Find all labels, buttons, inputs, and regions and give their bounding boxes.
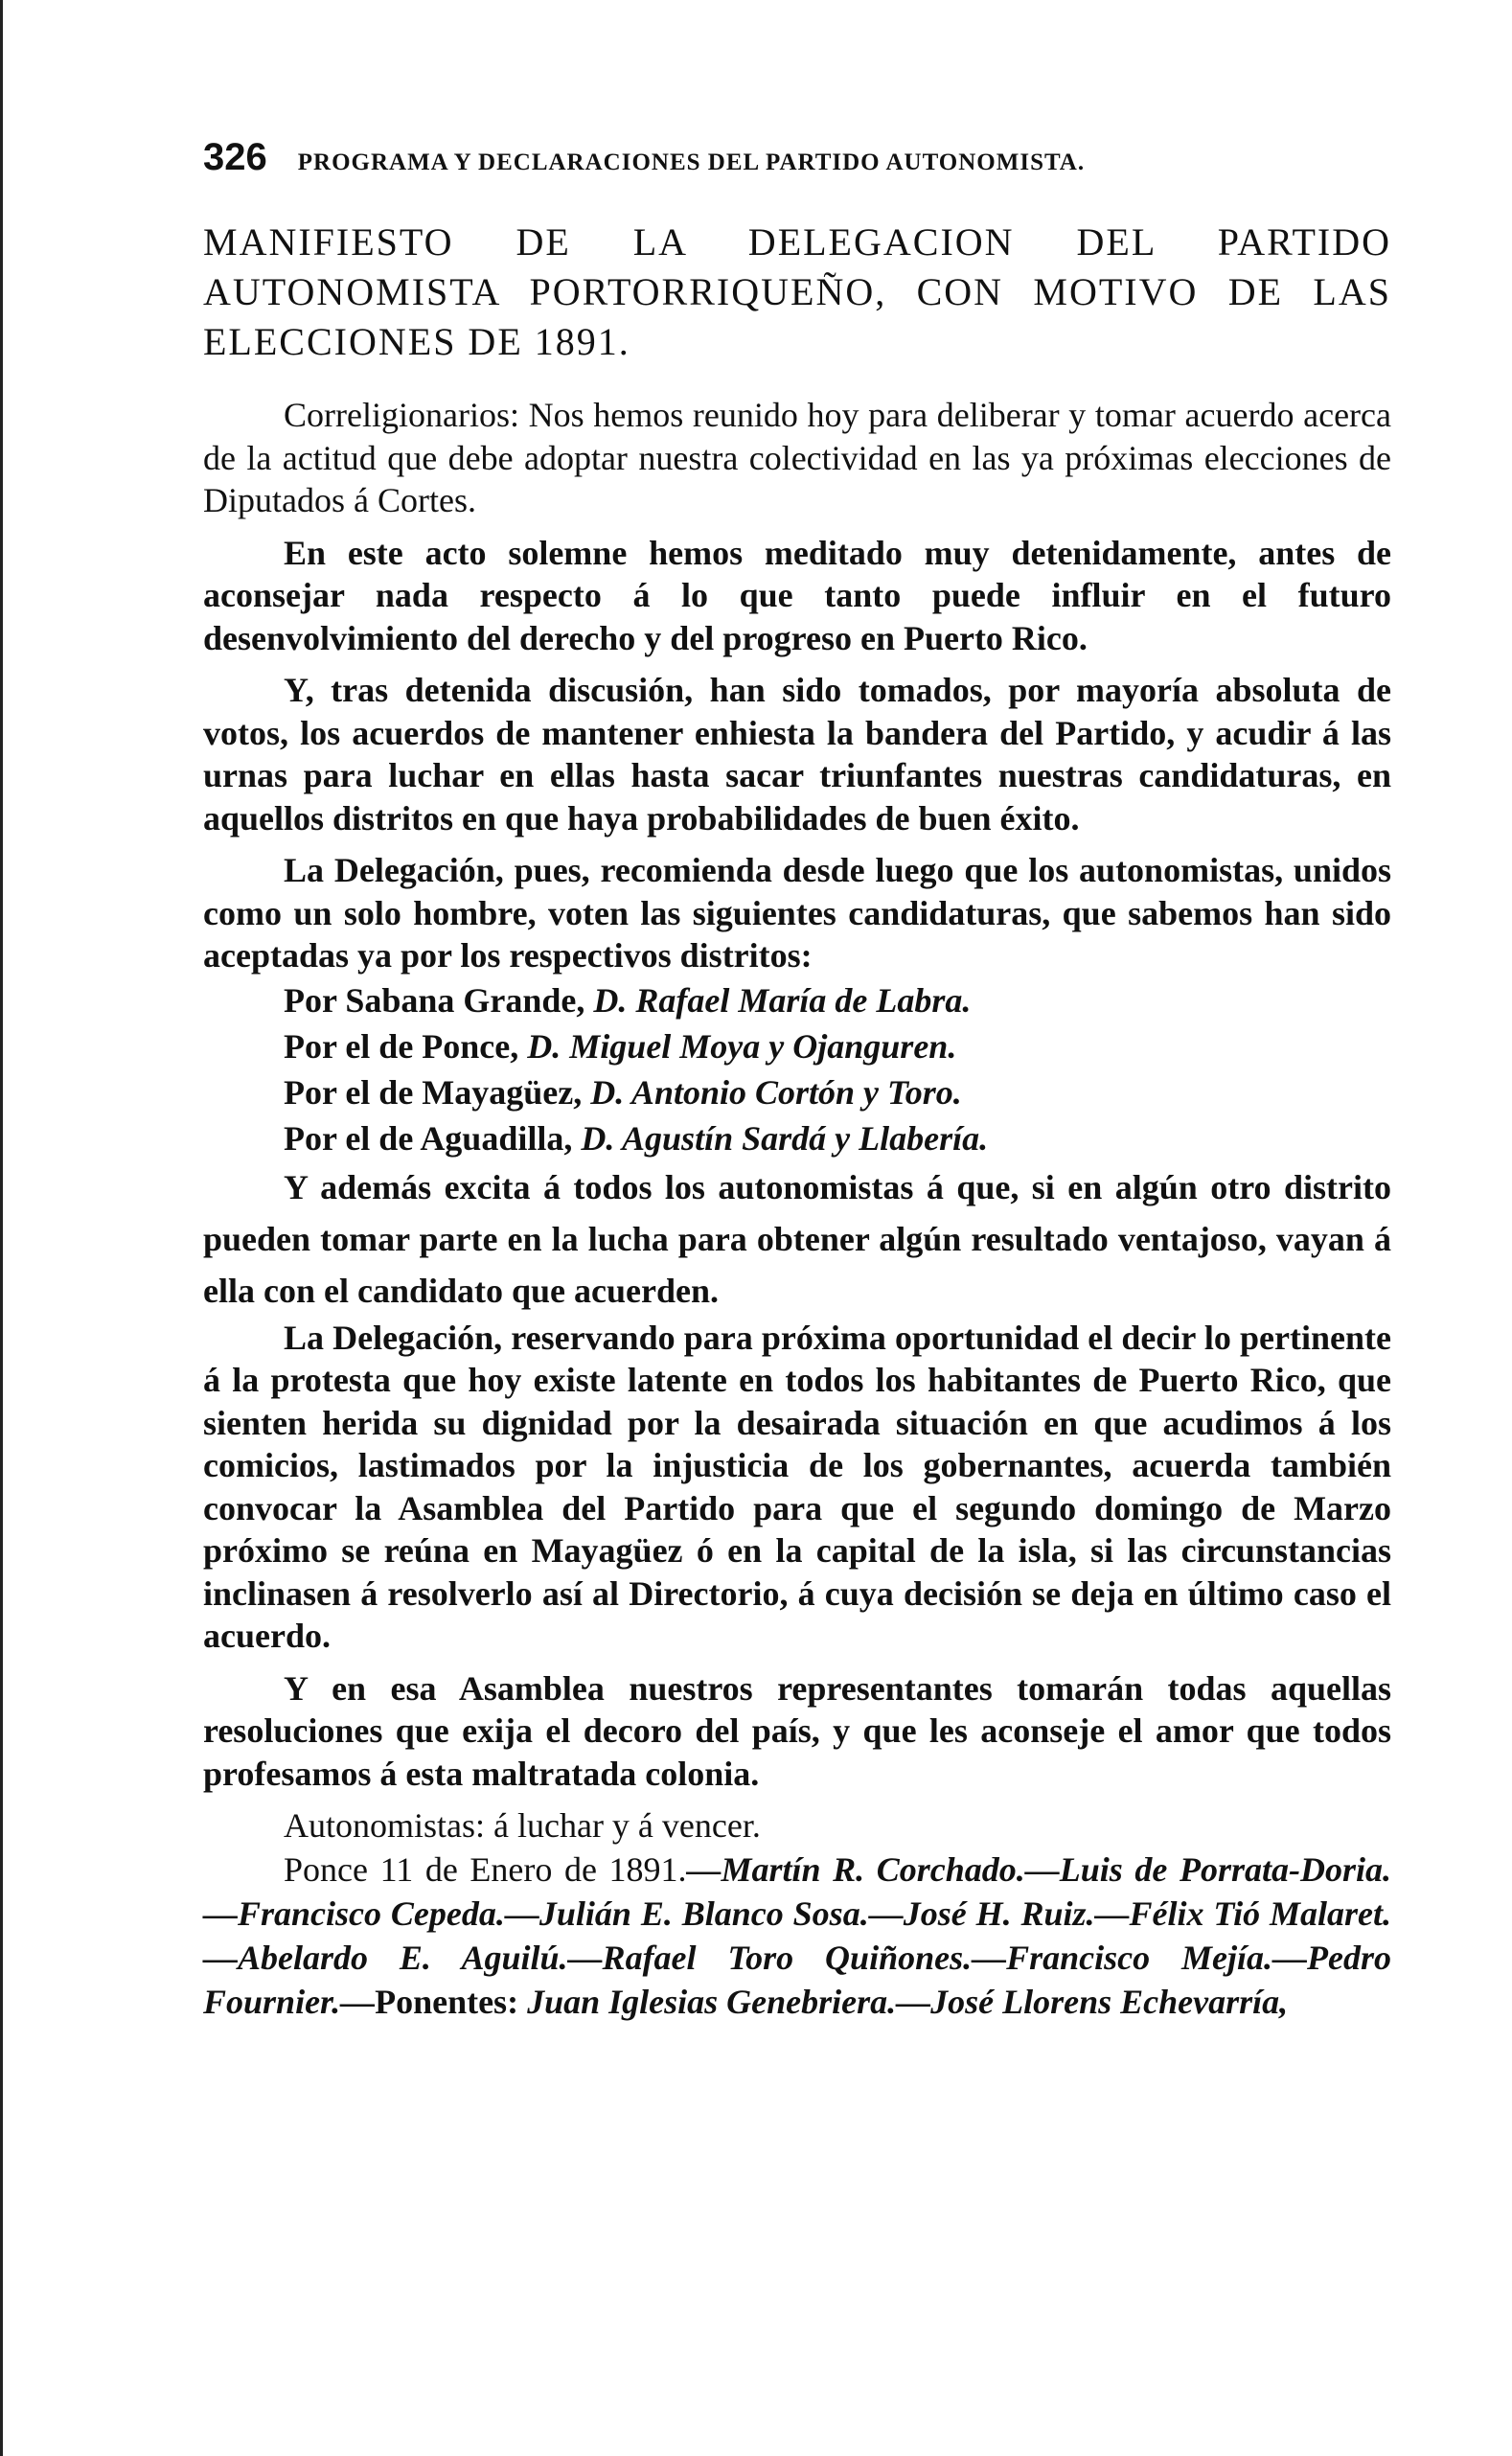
paragraph-3: Y, tras detenida discusión, han sido tomados, por mayoría absoluta de votos, los acuerdos de mantener enhiesta la bandera del Partido, y acudir á las urnas para luchar en ellas hasta sacar triunfantes nuestras candidaturas, en aquellos distritos en que haya probabilidades de buen éxito.: [203, 671, 1391, 838]
page-edge-line: [0, 0, 3, 2456]
candidate-district: Por el de Aguadilla,: [284, 1118, 573, 1158]
paragraph-2: En este acto solemne hemos meditado muy detenidamente, antes de aconsejar nada respecto á lo que tanto puede influir en el futuro desenvolvimiento del derecho y del progreso en Puerto Rico.: [203, 533, 1391, 657]
candidate-district: Por Sabana Grande,: [284, 980, 585, 1020]
candidate-district: Por el de Ponce,: [284, 1026, 519, 1066]
paragraph-4: La Delegación, pues, recomienda desde luego que los autonomistas, unidos como un solo hombre, voten las siguientes candidaturas, que sabemos han sido aceptadas ya por los respectivos distritos:: [203, 851, 1391, 975]
paragraph-7: Y en esa Asamblea nuestros representantes tomarán todas aquellas resoluciones que exija el decoro del país, y que les aconseje el amor que todos profesamos á esta maltratada colonia.: [203, 1668, 1391, 1793]
place-date: Ponce 11 de Enero de 1891.: [284, 1849, 687, 1889]
paragraph-1: Correligionarios: Nos hemos reunido hoy para deliberar y tomar acuerdo acerca de la actitud que debe adoptar nuestra colectividad en las ya próximas elecciones de Diputados á Cortes.: [203, 396, 1391, 519]
document-page: [203, 136, 1391, 2024]
ponentes-names: Juan Iglesias Genebriera.—José Llorens Echevarría,: [527, 1982, 1289, 2021]
candidate-list: [203, 977, 1391, 1161]
paragraph-6: La Delegación, reservando para próxima oportunidad el decir lo pertinente á la protesta que hoy existe latente en todos los habitantes de Puerto Rico, que sienten herida su dignidad por la desairada situación en que acudimos á los comicios, lastimados por la injusticia de los gobernantes, acuerda también convocar la Asamblea del Partido para que el segundo domingo de Marzo próximo se reúna en Mayagüez ó en la capital de la isla, si las circunstancias inclinasen á resolverlo así al Directorio, á cuya decisión se deja en último caso el acuerdo.: [203, 1318, 1391, 1655]
page-number: 326: [203, 136, 267, 178]
candidate-item: [203, 977, 1391, 1023]
page-header: [203, 136, 1391, 179]
signatories: —Martín R. Corchado.—Luis de Porrata-Doria.—Francisco Cepeda.—Julián E. Blanco Sosa.—José H. Ruiz.—Félix Tió Malaret.—Abelardo E. Aguilú.—Rafael Toro Quiñones.—Francisco Mejía.—Pedro Fournier.—: [203, 1849, 1391, 2021]
candidate-name: D. Rafael María de Labra.: [593, 980, 972, 1020]
running-head: PROGRAMA Y DECLARACIONES DEL PARTIDO AUTONOMISTA.: [297, 149, 1086, 175]
paragraph-8: Autonomistas: á luchar y á vencer.: [284, 1806, 761, 1845]
candidate-name: D. Miguel Moya y Ojanguren.: [527, 1026, 957, 1066]
candidate-name: D. Antonio Cortón y Toro.: [590, 1072, 962, 1112]
manifesto-title: MANIFIESTO DE LA DELEGACION DEL PARTIDO AUTONOMISTA PORTORRIQUEÑO, CON MOTIVO DE LAS ELECCIONES DE 1891.: [203, 220, 1391, 363]
candidate-item: [203, 1023, 1391, 1069]
signature-block: [203, 1848, 1391, 2024]
candidate-name: D. Agustín Sardá y Llabería.: [581, 1118, 989, 1158]
candidate-item: [203, 1115, 1391, 1161]
ponentes-label: Ponentes:: [375, 1982, 519, 2021]
paragraph-5: Y además excita á todos los autonomistas á que, si en algún otro distrito pueden tomar parte en la lucha para obtener algún resultado ventajoso, vayan á ella con el candidato que acuerden.: [203, 1167, 1391, 1310]
candidate-district: Por el de Mayagüez,: [284, 1072, 583, 1112]
candidate-item: [203, 1069, 1391, 1115]
